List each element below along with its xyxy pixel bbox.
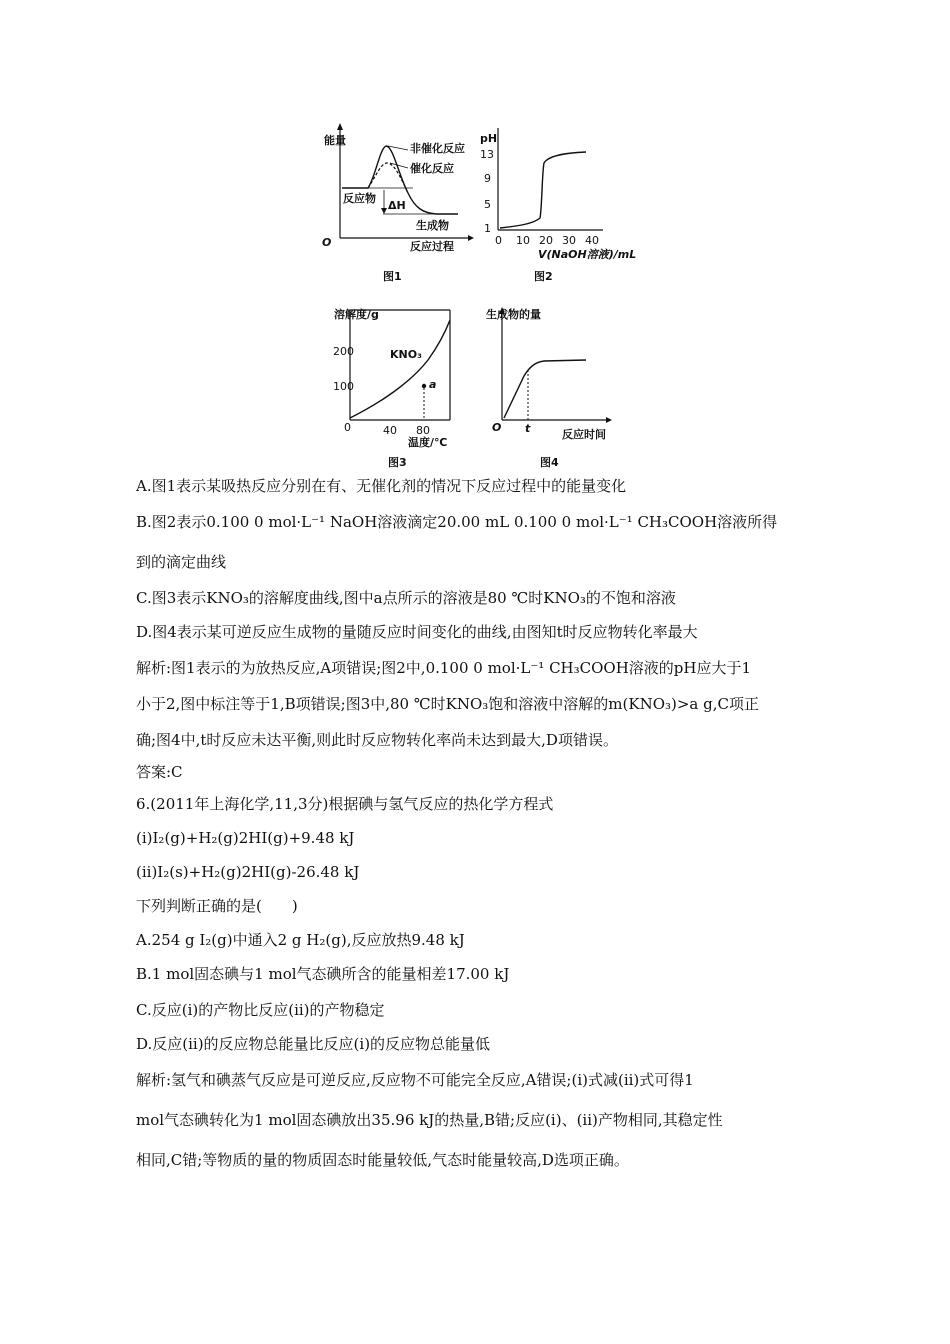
y-tick-100: 100: [333, 380, 354, 393]
x-axis-arrow: [606, 417, 612, 423]
catalyzed-leader: [390, 163, 408, 168]
y-axis-label: 溶解度/g: [334, 308, 379, 321]
figure-1-svg: [318, 118, 490, 288]
y-tick-9: 9: [484, 172, 491, 185]
x-tick-40: 40: [383, 424, 397, 437]
y-tick-1: 1: [484, 222, 491, 235]
point-a-label: a: [429, 378, 437, 391]
x-axis-label: 温度/℃: [408, 436, 448, 449]
point-a: [422, 384, 426, 388]
figure-2-svg: [478, 118, 638, 288]
figure-3: [330, 298, 460, 473]
q6-option-b: B.1 mol固态碘与1 mol气态碘所含的能量相差17.00 kJ: [136, 965, 510, 983]
figure-4-caption: 图4: [540, 456, 559, 469]
equation-ii: (ii)I₂(s)+H₂(g)2HI(g)-26.48 kJ: [136, 863, 360, 881]
t-label: t: [525, 422, 531, 435]
q6-option-c: C.反应(i)的产物比反应(ii)的产物稳定: [136, 1001, 385, 1019]
figure-3-caption: 图3: [388, 456, 407, 469]
catalyzed-label: 催化反应: [410, 162, 454, 175]
delta-h-arrowhead: [381, 208, 387, 214]
option-b: B.图2表示0.100 0 mol·L⁻¹ NaOH溶液滴定20.00 mL 0.100 0 mol·L⁻¹ CH₃COOH溶液所得: [136, 513, 778, 531]
delta-h-label: ΔH: [388, 199, 406, 212]
y-axis-arrow: [337, 123, 343, 130]
y-axis-label: 生成物的量: [486, 308, 541, 321]
option-c: C.图3表示KNO₃的溶解度曲线,图中a点所示的溶液是80 ℃时KNO₃的不饱和溶液: [136, 589, 676, 607]
solubility-curve: [350, 320, 450, 418]
product-label: 生成物: [416, 219, 449, 232]
x-tick-10: 10: [516, 234, 530, 247]
question-6: 6.(2011年上海化学,11,3分)根据碘与氢气反应的热化学方程式: [136, 795, 554, 813]
origin-label: O: [492, 421, 502, 434]
origin-label: 0: [344, 421, 351, 434]
q6-analysis-3: 相同,C错;等物质的量的物质固态时能量较低,气态时能量较高,D选项正确。: [136, 1151, 629, 1169]
x-axis-arrow: [468, 235, 474, 241]
x-tick-30: 30: [562, 234, 576, 247]
figure-4-svg: [486, 298, 626, 473]
origin-label: O: [322, 236, 332, 249]
figure-2: [478, 118, 638, 288]
option-b-cont: 到的滴定曲线: [136, 553, 227, 571]
x-axis-label: 反应时间: [562, 428, 606, 441]
titration-curve: [500, 152, 586, 228]
figure-3-svg: [330, 298, 460, 473]
x-tick-20: 20: [539, 234, 553, 247]
figure-2-caption: 图2: [534, 270, 553, 283]
q6-analysis-1: 解析:氢气和碘蒸气反应是可逆反应,反应物不可能完全反应,A错误;(i)式减(ii)式可得1: [136, 1071, 694, 1089]
y-axis-label: 能量: [324, 134, 346, 147]
x-tick-0: 0: [495, 234, 502, 247]
y-tick-5: 5: [484, 198, 491, 211]
y-tick-200: 200: [333, 345, 354, 358]
figure-1-caption: 图1: [383, 270, 402, 283]
q6-option-d: D.反应(ii)的反应物总能量比反应(i)的反应物总能量低: [136, 1035, 491, 1053]
curve-label: KNO₃: [390, 348, 422, 361]
question-prompt: 下列判断正确的是( ): [136, 897, 298, 915]
answer: 答案:C: [136, 763, 183, 781]
x-axis-label: 反应过程: [410, 240, 454, 253]
x-tick-80: 80: [416, 424, 430, 437]
q6-analysis-2: mol气态碘转化为1 mol固态碘放出35.96 kJ的热量,B错;反应(i)、(ii)产物相同,其稳定性: [136, 1111, 723, 1129]
option-a: A.图1表示某吸热反应分别在有、无催化剂的情况下反应过程中的能量变化: [136, 477, 627, 495]
analysis-line-1: 解析:图1表示的为放热反应,A项错误;图2中,0.100 0 mol·L⁻¹ CH₃COOH溶液的pH应大于1: [136, 659, 752, 677]
option-d: D.图4表示某可逆反应生成物的量随反应时间变化的曲线,由图知t时反应物转化率最大: [136, 623, 698, 641]
q6-option-a: A.254 g I₂(g)中通入2 g H₂(g),反应放热9.48 kJ: [136, 931, 465, 949]
product-curve: [504, 360, 586, 418]
y-axis-label: pH: [480, 132, 498, 145]
x-tick-40: 40: [585, 234, 599, 247]
reactant-label: 反应物: [343, 192, 376, 205]
analysis-line-2: 小于2,图中标注等于1,B项错误;图3中,80 ℃时KNO₃饱和溶液中溶解的m(KNO₃)>a g,C项正: [136, 695, 759, 713]
y-tick-13: 13: [480, 148, 494, 161]
uncatalyzed-label: 非催化反应: [410, 142, 465, 155]
analysis-line-3: 确;图4中,t时反应未达平衡,则此时反应物转化率尚未达到最大,D项错误。: [136, 731, 618, 749]
figure-4: [486, 298, 626, 473]
figure-1: [318, 118, 490, 288]
equation-i: (i)I₂(g)+H₂(g)2HI(g)+9.48 kJ: [136, 829, 355, 847]
x-axis-label: V(NaOH溶液)/mL: [538, 248, 637, 261]
